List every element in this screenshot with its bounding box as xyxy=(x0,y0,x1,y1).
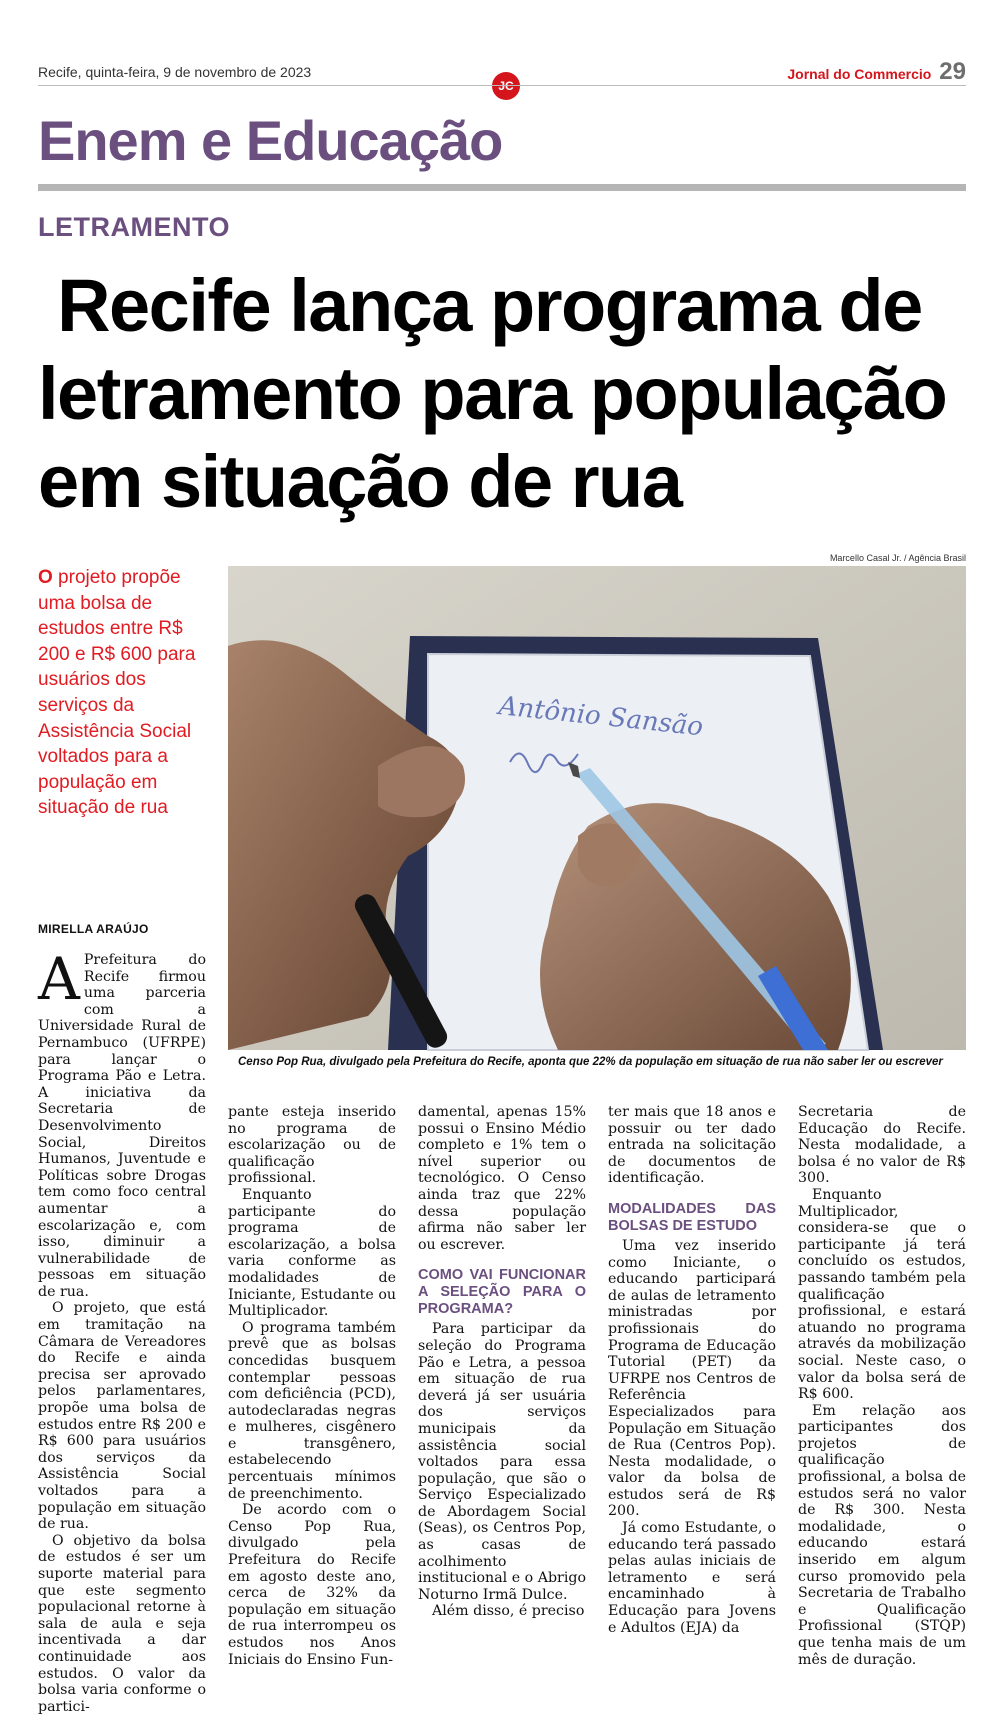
article-paragraph: Em relação aos participantes dos projetos de qualificação profissional, a bolsa de estudos será no valor de R$ 300. Nesta modalidade, o educando estará inserido em algum curso promovido pela Secretaria de Trabalho e Qualificação Profissional (STQP) que tenha mais de um mês de duração. xyxy=(798,1402,966,1668)
article-paragraph: A Prefeitura do Recife firmou uma parceria com a Universidade Rural de Pernambuco (UFRPE) para lançar o Programa Pão e Letra. A iniciativa da Secretaria de Desenvolvimento Social, Direitos Humanos, Juventude e Políticas sobre Drogas tem como foco central aumentar a escolarização e, com isso, diminuir a vulnerabilidade de pessoas em situação de rua. xyxy=(38,945,206,1300)
article-paragraph: Enquanto participante do programa de escolarização, a bolsa varia conforme as modalidades de Iniciante, Estudante ou Multiplicador. xyxy=(228,1186,396,1320)
article-column-2 xyxy=(228,1104,396,1668)
headline: Recife lança programa de letramento para população em situação de rua xyxy=(38,264,966,523)
article-paragraph: damental, apenas 15% possui o Ensino Médio completo e 1% tem o nível superior ou tecnológico. O Censo ainda traz que 22% dessa população afirma não saber ler ou escrever. xyxy=(418,1104,586,1253)
newspaper-name: Jornal do Commercio xyxy=(787,66,932,82)
article-paragraph: O objetivo da bolsa de estudos é ser um suporte material para que este segmento populacional retorne à sala de aula e seja incentivada a dar continuidade aos estudos. O valor da bolsa varia conforme o partici- xyxy=(38,1532,206,1715)
byline: MIRELLA ARAÚJO xyxy=(38,922,149,936)
subheading: COMO VAI FUNCIONAR A SELEÇÃO PARA O PROGRAMA? xyxy=(418,1267,586,1318)
lead-summary xyxy=(38,565,208,821)
handwriting-text: Antônio Sansão xyxy=(497,691,705,743)
article-column-1 xyxy=(38,945,206,1715)
newspaper-logo: JC xyxy=(492,72,520,100)
article-column-4 xyxy=(608,1104,776,1636)
photo-caption: Censo Pop Rua, divulgado pela Prefeitura do Recife, aponta que 22% da população em situação de rua não saber ler ou escrever xyxy=(238,1056,943,1068)
subheading: MODALIDADES DAS BOLSAS DE ESTUDO xyxy=(608,1200,776,1234)
dateline: Recife, quinta-feira, 9 de novembro de 2023 xyxy=(38,64,312,80)
kicker: LETRAMENTO xyxy=(38,212,230,242)
article-column-3 xyxy=(418,1104,586,1620)
header-divider xyxy=(38,85,966,86)
article-paragraph: De acordo com o Censo Pop Rua, divulgado pela Prefeitura do Recife em agosto deste ano, cerca de 32% da população em situação de rua interrompeu os estudos nos Anos Iniciais do Ensino Fun- xyxy=(228,1502,396,1668)
article-paragraph: Para participar da seleção do Programa Pão e Letra, a pessoa em situação de rua deverá já ser usuária dos serviços municipais da assistência social voltados para essa população, que são o Serviço Especializado de Abordagem Social (Seas), os Centros Pop, as casas de acolhimento institucional e o Abrigo Noturno Irmã Dulce. xyxy=(418,1321,586,1603)
lead-first-word: O xyxy=(38,567,53,588)
lead-text: projeto propõe uma bolsa de estudos entre R$ 200 e R$ 600 para usuários dos serviços da Assistência Social voltados para a população em situação de rua xyxy=(38,567,196,819)
article-paragraph: Além disso, é preciso xyxy=(432,1603,585,1620)
article-photo xyxy=(228,566,966,1050)
article-paragraph: Uma vez inserido como Iniciante, o educando participará de aulas de letramento ministradas por profissionais do Programa de Educação Tutorial (PET) da UFRPE nos Centros de Referência Especializados para População em Situação de Rua (Centros Pop). Nesta modalidade, o valor da bolsa de estudos será de R$ 200. xyxy=(608,1237,776,1520)
article-paragraph: O programa também prevê que as bolsas concedidas busquem contemplar pessoas com deficiência (PCD), autodeclaradas negras e mulheres, cisgênero e transgênero, estabelecendo percentuais mínimos de preenchimento. xyxy=(228,1319,396,1502)
article-paragraph: Enquanto Multiplicador, considera-se que o participante já terá concluído os estudos, passando também pela qualificação profissional, e estará atuando no programa através da mobilização social. Neste caso, o valor da bolsa será de R$ 600. xyxy=(798,1186,966,1403)
section-divider xyxy=(38,184,966,191)
article-paragraph: Secretaria de Educação do Recife. Nesta modalidade, a bolsa é no valor de R$ 300. xyxy=(798,1104,966,1187)
drop-cap: A xyxy=(38,945,80,1013)
article-paragraph: pante esteja inserido no programa de escolarização ou de qualificação profissional. xyxy=(228,1104,396,1187)
article-paragraph: Já como Estudante, o educando terá passado pelas aulas iniciais de letramento e será encaminhado à Educação para Jovens e Adultos (EJA) da xyxy=(608,1520,776,1636)
article-column-5 xyxy=(798,1104,966,1668)
page-header-right xyxy=(787,58,966,86)
article-paragraph: ter mais que 18 anos e possuir ou ter dado entrada na solicitação de documentos de identificação. xyxy=(608,1104,776,1187)
section-title: Enem e Educação xyxy=(38,109,503,172)
page-number: 29 xyxy=(939,58,966,85)
photo-illustration xyxy=(228,566,966,1050)
photo-credit: Marcello Casal Jr. / Agência Brasil xyxy=(829,553,966,563)
article-paragraph: O projeto, que está em tramitação na Câmara de Vereadores do Recife e ainda precisa ser aprovado pelos parlamentares, propõe uma bolsa de estudos entre R$ 200 e R$ 600 para usuários dos serviços da Assistência Social voltados para a população em situação de rua. xyxy=(38,1300,206,1533)
